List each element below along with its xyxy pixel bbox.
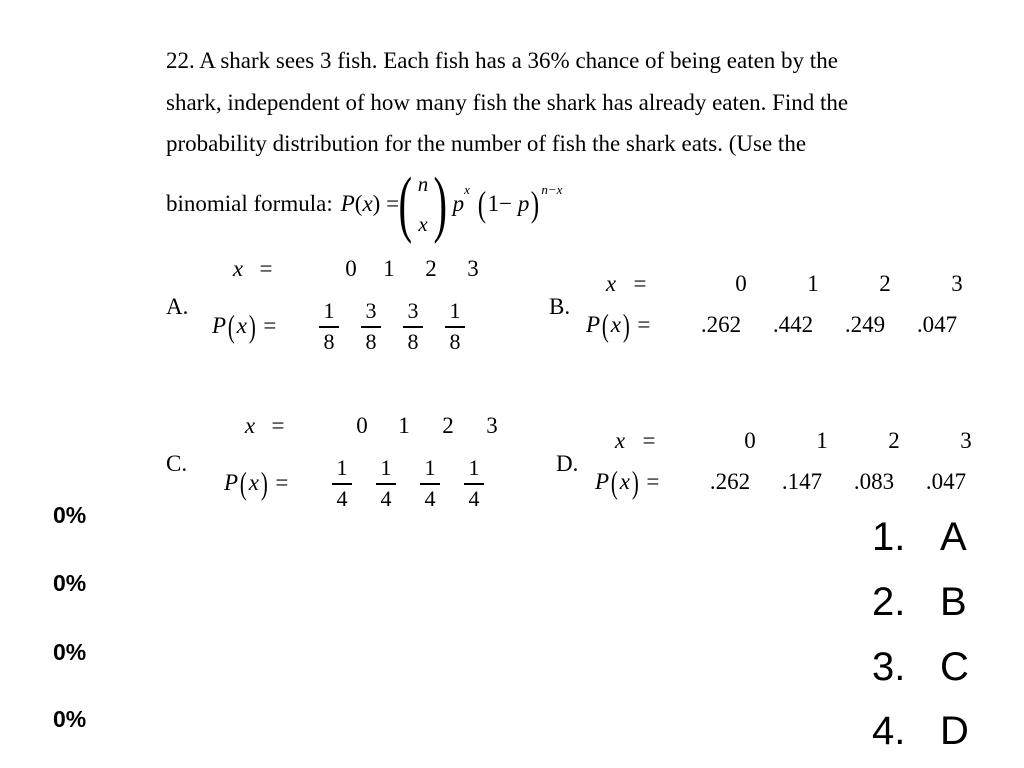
formula-one-minus: 1−	[487, 191, 513, 216]
binomial-coefficient	[412, 171, 435, 237]
answer-choice-label: C	[940, 645, 969, 689]
option-b-eq: =	[633, 271, 647, 296]
binom-n: n	[417, 172, 429, 196]
option-c-x2: 2	[442, 413, 454, 438]
option-c-p-row	[224, 455, 496, 512]
formula-eq: =	[386, 191, 400, 216]
option-d-x0: 0	[744, 428, 756, 453]
binom-x: x	[418, 212, 428, 236]
response-percent-4: 0%	[53, 706, 87, 732]
option-d-p-row	[595, 464, 982, 500]
option-c-x-label: x	[244, 413, 256, 438]
formula-x: x	[362, 191, 373, 216]
response-percent-1: 0%	[53, 502, 87, 528]
option-c-x-row	[240, 413, 514, 439]
option-d-x-row	[610, 428, 1002, 454]
option-c-px: P ( x ) =	[224, 465, 289, 502]
option-c-x1: 1	[398, 413, 410, 438]
binomial-formula	[166, 163, 563, 245]
formula-exp-x: x	[464, 182, 470, 197]
option-a-p-row	[212, 298, 476, 355]
formula-p: p	[452, 191, 465, 216]
option-a-prob-0: $\frac{1}{8}$	[308, 298, 350, 355]
option-a-x3: 3	[467, 256, 479, 281]
option-a-prob-3: $\frac{1}{8}$	[434, 298, 476, 355]
option-b-p-row	[586, 307, 973, 343]
formula-exp-nx: n−x	[541, 182, 563, 197]
answer-choice-number: 3.	[872, 645, 906, 689]
formula-expression: P ( x ) = ( n x ) p x ( 1− p ) n−x	[340, 163, 563, 245]
answer-choice-a[interactable]	[872, 515, 967, 560]
option-a-x-row	[228, 256, 494, 282]
question-text	[166, 40, 996, 165]
option-c-prob-2: $\frac{1}{4}$	[408, 455, 452, 512]
option-b-prob-0: .262	[700, 312, 742, 337]
option-c-prob-1: $\frac{1}{4}$	[364, 455, 408, 512]
answer-choice-d[interactable]	[872, 709, 969, 754]
formula-P: P	[340, 191, 355, 216]
option-a-x1: 1	[383, 256, 395, 281]
option-d-prob-0: .262	[709, 469, 751, 494]
option-b-prob-2: .249	[844, 312, 886, 337]
option-a-x-label: x	[232, 256, 244, 281]
option-c-prob-0: $\frac{1}{4}$	[320, 455, 364, 512]
option-c-eq: =	[271, 413, 285, 438]
formula-p2: p	[517, 191, 530, 216]
response-percent-2: 0%	[53, 570, 87, 596]
option-c-prob-3: $\frac{1}{4}$	[452, 455, 496, 512]
answer-choice-number: 2.	[872, 580, 906, 624]
question-line-3: probability distribution for the number of fish the shark eats. (Use the	[166, 131, 807, 156]
option-a-prob-1: $\frac{3}{8}$	[350, 298, 392, 355]
answer-choice-c[interactable]	[872, 645, 969, 690]
option-d-eq: =	[642, 428, 656, 453]
option-c-x0: 0	[356, 413, 368, 438]
formula-label: binomial formula:	[166, 191, 333, 216]
option-a-prob-2: $\frac{3}{8}$	[392, 298, 434, 355]
option-a-x2: 2	[425, 256, 437, 281]
option-b-x-row	[601, 271, 993, 297]
option-b-x-label: x	[605, 271, 617, 296]
option-d-x-label: x	[614, 428, 626, 453]
option-d-prob-1: .147	[781, 469, 823, 494]
question-line-1: 22. A shark sees 3 fish. Each fish has a 36% chance of being eaten by the	[166, 48, 838, 73]
answer-choice-label: D	[940, 709, 969, 753]
answer-choice-number: 1.	[872, 515, 906, 559]
option-b-px: P ( x ) =	[586, 307, 651, 343]
option-b-prob-3: .047	[916, 312, 958, 337]
option-a-px: P ( x ) =	[212, 308, 277, 345]
option-a-letter: A.	[166, 294, 189, 319]
option-c-x3: 3	[486, 413, 498, 438]
answer-choice-label: A	[940, 515, 967, 559]
answer-choice-number: 4.	[872, 709, 906, 753]
option-d-px: P ( x ) =	[595, 464, 660, 500]
option-b-letter: B.	[549, 294, 571, 319]
answer-choice-b[interactable]	[872, 580, 967, 625]
option-b-x3: 3	[951, 271, 963, 296]
option-d-x3: 3	[960, 428, 972, 453]
option-d-x1: 1	[816, 428, 828, 453]
question-line-2: shark, independent of how many fish the shark has already eaten. Find the	[166, 89, 849, 115]
option-b-prob-1: .442	[772, 312, 814, 337]
option-d-x2: 2	[888, 428, 900, 453]
option-a-x0: 0	[345, 256, 357, 281]
option-c-letter: C.	[166, 451, 188, 476]
option-d-letter: D.	[556, 451, 579, 476]
answer-choice-label: B	[940, 580, 967, 624]
option-d-prob-3: .047	[925, 469, 967, 494]
option-d-prob-2: .083	[853, 469, 895, 494]
option-b-x2: 2	[879, 271, 891, 296]
option-a-eq: =	[259, 256, 273, 281]
response-percent-3: 0%	[53, 639, 87, 665]
option-b-x1: 1	[807, 271, 819, 296]
option-b-x0: 0	[735, 271, 747, 296]
